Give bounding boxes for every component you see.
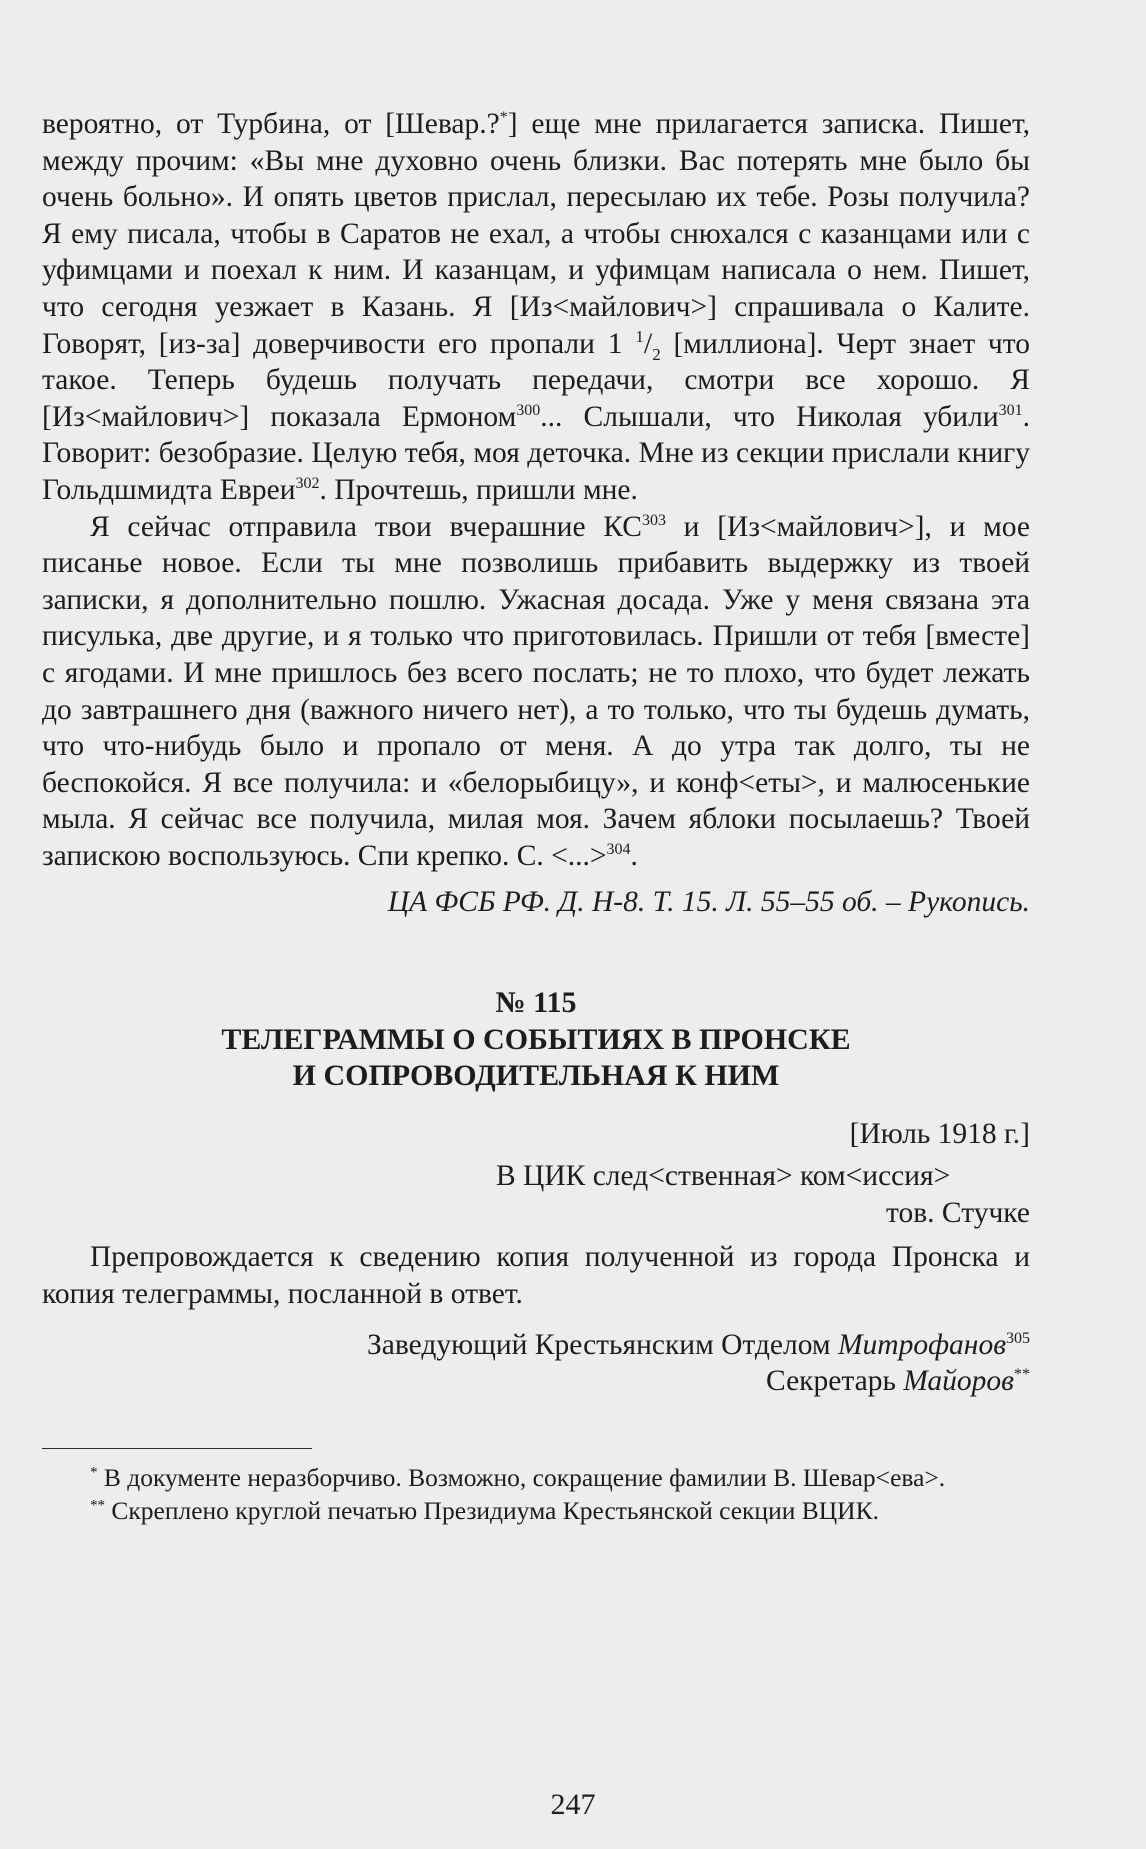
letter-text: . <box>630 839 638 872</box>
letter-text: [миллиона]. Черт знает что такое. Теперь будешь получать передачи, смотри все хорошо. Я [Из<майлович>] показала Ермоном <box>42 327 1031 433</box>
letter-text: Я сейчас отправила твои вчерашние КС <box>90 510 642 543</box>
footnote-ref: 300 <box>516 401 541 419</box>
signature-name: Митрофанов <box>837 1328 1006 1361</box>
footnote-ref: 302 <box>295 475 320 493</box>
footnote-separator <box>42 1448 312 1449</box>
footnote-ref: * <box>499 109 508 127</box>
fraction-denominator: 2 <box>652 344 661 364</box>
document-title-line-2: И СОПРОВОДИТЕЛЬНАЯ К НИМ <box>292 1058 780 1092</box>
signature-2 <box>42 1363 1030 1400</box>
address-line-1: В ЦИК след<ственная> ком<иссия> <box>496 1160 951 1193</box>
footnote-text: В документе неразборчиво. Возможно, сокращение фамилии В. Шевар<ева>. <box>97 1462 946 1492</box>
footnote-2 <box>42 1494 1030 1527</box>
signature-name: Майоров <box>903 1365 1014 1398</box>
letter-text: . Прочтешь, пришли мне. <box>319 473 638 506</box>
letter-text: . Говорит: безобразие. Целую тебя, моя деточка. Мне из секции прислали книгу Гольдшмидта Евреи <box>42 400 1030 506</box>
signature-title: Заведующий Крестьянским Отделом <box>367 1328 838 1361</box>
address-line-2: тов. Стучке <box>886 1196 1030 1229</box>
footnote-ref: 305 <box>1006 1329 1030 1347</box>
document-body: Препровождается к сведению копия полученной из города Пронска и копия телеграммы, посланной в ответ. <box>42 1241 1030 1311</box>
footnote-text: Скреплено круглой печатью Президиума Крестьянской секции ВЦИК. <box>105 1495 879 1525</box>
document-date: [Июль 1918 г.] <box>849 1117 1030 1150</box>
letter-paragraph-1 <box>42 106 1030 509</box>
letter-paragraph-2 <box>42 509 1030 875</box>
fraction-numerator: 1 <box>635 326 644 346</box>
signature-title: Секретарь <box>766 1365 904 1398</box>
fraction-whole: 1 <box>607 326 623 360</box>
signature-1 <box>42 1327 1030 1364</box>
letter-text: и [Из<майлович>], и мое писанье новое. Если ты мне позволишь прибавить выдержку из твоей записки, я дополнительно пошлю. Ужасная досада. Уже у меня связана эта писулька, две другие, и я только что приготовилась. Пришли от тебя [вместе] с ягодами. И мне пришлось без всего послать; не то плохо, что будет лежать до завтрашнего дня (важного ничего нет), а то только, что ты будешь думать, что что-нибудь было и пропало от меня. А до утра так долго, ты не беспокойся. Я все получила: и «белорыбицу», и конф<еты>, и малюсенькие мыла. Я сейчас все получила, милая моя. Зачем яблоки посылаешь? Твоей запискою воспользуюсь. Спи крепко. С. <...> <box>42 510 1031 872</box>
letter-text: ... Слышали, что Николая убили <box>540 400 999 433</box>
page-number: 247 <box>550 1788 596 1821</box>
archive-source: ЦА ФСБ РФ. Д. Н-8. Т. 15. Л. 55–55 об. – Рукопись. <box>387 886 1030 919</box>
letter-text: ] еще мне прилагается записка. Пишет, между прочим: «Вы мне духовно очень близки. Вас потерять мне было бы очень больно». И опять цветов прислал, пересылаю их тебе. Розы получила? Я ему писала, чтобы в Саратов не ехал, а чтобы снюхался с казанцами или с уфимцами и поехал к ним. И казанцам, и уфимцам написала о нем. Пишет, что сегодня уезжает в Казань. Я [Из<майлович>] спрашивала о Калите. Говорят, [из-за] доверчивости его пропали <box>42 108 1030 360</box>
footnote-ref: 304 <box>606 841 631 859</box>
footnote-mark: * <box>90 1464 98 1481</box>
page-content <box>42 106 1030 1527</box>
document-title-line-1: ТЕЛЕГРАММЫ О СОБЫТИЯХ В ПРОНСКЕ <box>221 1022 851 1056</box>
document-number: № 115 <box>495 986 577 1020</box>
letter-text: вероятно, от Турбина, от [Шевар.? <box>42 108 500 140</box>
footnote-ref: 301 <box>998 401 1023 419</box>
footnote-1 <box>42 1461 1030 1494</box>
footnote-ref: 303 <box>641 511 666 529</box>
footnote-ref: ** <box>1014 1366 1030 1384</box>
footnote-mark: ** <box>90 1497 105 1514</box>
fraction: 1 $^1/_2$ <box>607 326 661 364</box>
